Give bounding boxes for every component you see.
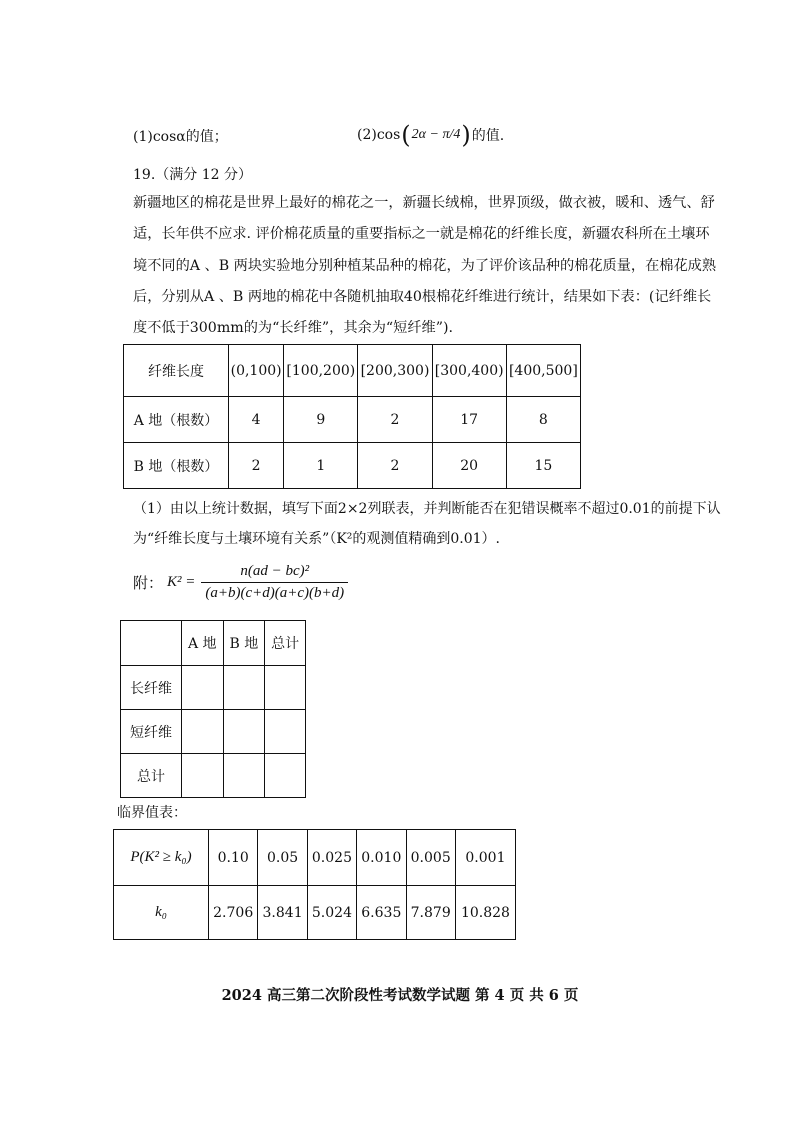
table-cell: [265, 710, 306, 754]
paragraph-line: 境不同的A 、B 两块实验地分别种植某品种的棉花，为了评价该品种的棉花质量，在棉花成熟: [133, 257, 717, 274]
formula-label: 附：: [133, 574, 164, 592]
table-cell: 3.841: [258, 886, 307, 940]
formula-denominator: (a+b)(c+d)(a+c)(b+d): [205, 585, 345, 601]
fiber-length-table: [123, 344, 581, 489]
table-header-cell: [200,300): [358, 345, 432, 397]
table-header-cell: (0,100): [229, 345, 284, 397]
contingency-table: [120, 620, 306, 798]
table-cell: 8: [506, 397, 580, 443]
right-paren: ): [461, 121, 471, 149]
table-cell: [223, 666, 265, 710]
table-cell: 20: [432, 443, 506, 489]
table-header-cell: 总计: [265, 621, 306, 666]
part-2-expression: 2α − π/4: [411, 127, 461, 142]
table-row-label: 总计: [121, 754, 182, 798]
paragraph-line: 适，长年供不应求. 评价棉花质量的重要指标之一就是棉花的纤维长度，新疆农科所在土壤环: [133, 226, 710, 243]
table-row-label: B 地（根数）: [124, 443, 229, 489]
critical-value-table: [113, 829, 516, 940]
page-footer: 2024 高三第二次阶段性考试数学试题 第 4 页 共 6 页: [221, 987, 579, 1004]
table-cell: 2: [358, 443, 432, 489]
table-cell: 1: [284, 443, 358, 489]
table-header-cell: B 地: [223, 621, 265, 666]
table-row: [121, 666, 306, 710]
formula-numerator: n(ad − bc)²: [201, 563, 348, 583]
paragraph-line: 度不低于300mm的为“长纤维”，其余为“短纤维”).: [133, 320, 454, 337]
table-cell: [182, 754, 224, 798]
table-cell: 17: [432, 397, 506, 443]
table-cell: 5.024: [307, 886, 356, 940]
part-2-text: [357, 118, 504, 152]
table-header-cell: 纤维长度: [124, 345, 229, 397]
subquestion-line-2: 为“纤维长度与土壤环境有关系”（K²的观测值精确到0.01）.: [133, 531, 501, 547]
paragraph-line: 新疆地区的棉花是世界上最好的棉花之一，新疆长绒棉，世界顶级，做衣被，暖和、透气、舒: [133, 195, 715, 211]
table-row-label: 长纤维: [121, 666, 182, 710]
table-cell: [182, 666, 224, 710]
table-row: [124, 443, 581, 489]
part-1-text: (1)cosα的值；: [133, 129, 228, 145]
table-cell: 4: [229, 397, 284, 443]
subquestion-line-1: （1）由以上统计数据，填写下面2×2列联表，并判断能否在犯错误概率不超过0.01的前提下认: [133, 501, 721, 517]
k-squared-formula: [133, 563, 348, 602]
table-cell: 0.05: [258, 830, 307, 886]
formula-lhs: K² =: [167, 574, 196, 590]
table-row: [121, 754, 306, 798]
left-paren: (: [401, 121, 411, 149]
table-cell: [223, 754, 265, 798]
table-cell: 2: [358, 397, 432, 443]
table-cell: [265, 666, 306, 710]
table-cell: 0.005: [406, 830, 455, 886]
part-2-prefix: (2)cos: [357, 127, 401, 143]
table-header-cell: [121, 621, 182, 666]
table-header-cell: [400,500]: [506, 345, 580, 397]
table-row-label: k₀: [114, 886, 209, 940]
table-row: [124, 397, 581, 443]
table-cell: [182, 710, 224, 754]
question-heading: 19.（满分 12 分）: [133, 167, 252, 183]
table-header-cell: [300,400): [432, 345, 506, 397]
table-header-row: [124, 345, 581, 397]
table-header-row: [121, 621, 306, 666]
table-cell: 15: [506, 443, 580, 489]
table-row-label: 短纤维: [121, 710, 182, 754]
table-row-label: P(K² ≥ k₀): [114, 830, 209, 886]
table-cell: 0.001: [455, 830, 515, 886]
paragraph-line: 后，分别从A 、B 两地的棉花中各随机抽取40根棉花纤维进行统计，结果如下表：(记纤维长: [133, 288, 712, 305]
table-row: [114, 886, 516, 940]
table-row-label: A 地（根数）: [124, 397, 229, 443]
critical-table-title: 临界值表：: [117, 805, 187, 821]
table-cell: 2.706: [209, 886, 258, 940]
table-cell: 9: [284, 397, 358, 443]
table-row: [114, 830, 516, 886]
table-cell: 2: [229, 443, 284, 489]
table-cell: 0.10: [209, 830, 258, 886]
table-cell: 0.025: [307, 830, 356, 886]
table-row: [121, 710, 306, 754]
question-paragraph: [133, 188, 717, 344]
table-cell: [223, 710, 265, 754]
part-2-suffix: 的值.: [471, 128, 505, 144]
table-header-cell: [100,200): [284, 345, 358, 397]
table-cell: [265, 754, 306, 798]
table-cell: 10.828: [455, 886, 515, 940]
table-cell: 7.879: [406, 886, 455, 940]
formula-fraction: [201, 563, 348, 602]
table-cell: 6.635: [357, 886, 406, 940]
table-cell: 0.010: [357, 830, 406, 886]
table-header-cell: A 地: [182, 621, 224, 666]
